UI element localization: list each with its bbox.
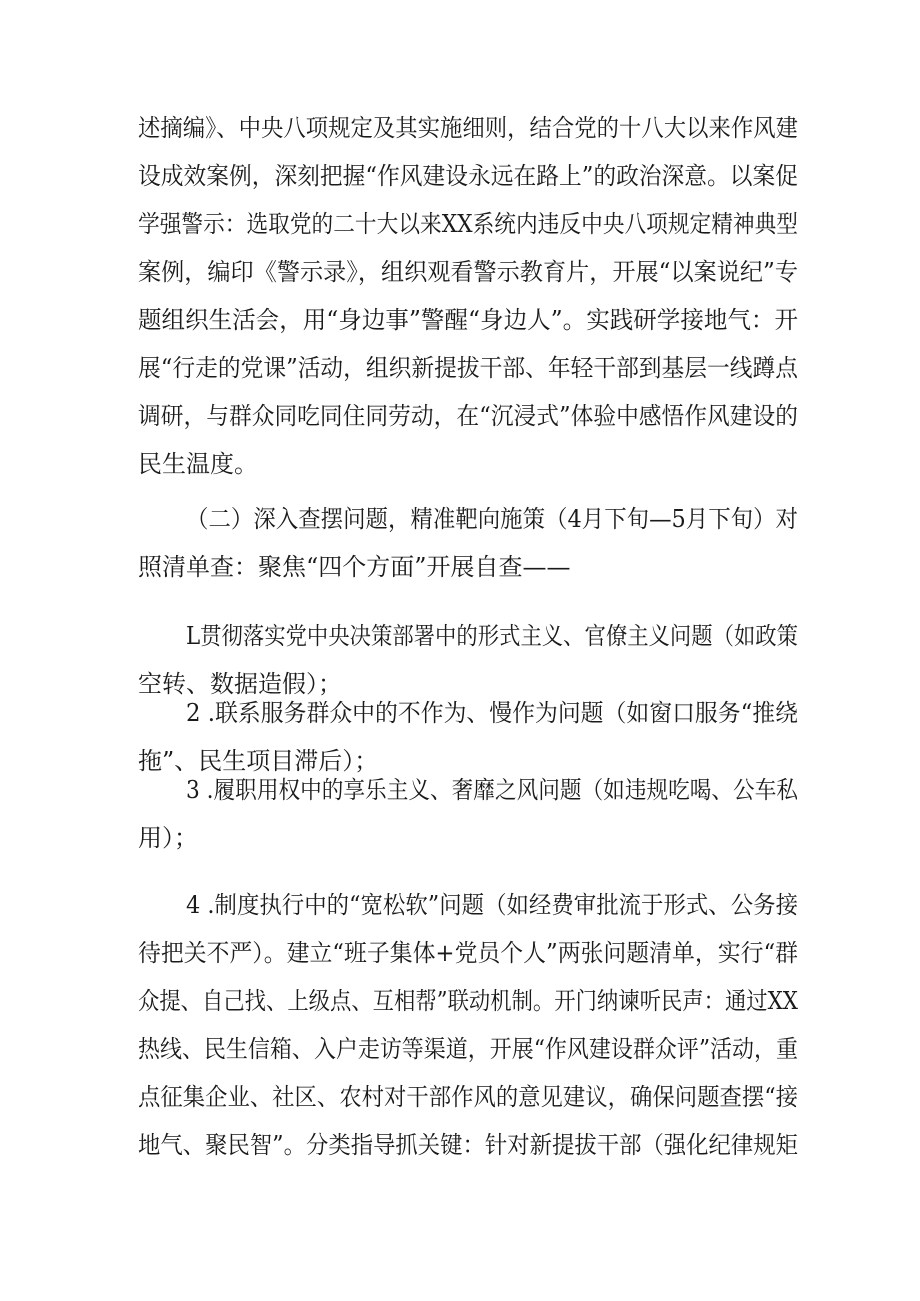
text-line: 述摘编》、中央八项规定及其实施细则，结合党的十八大以来作风建: [138, 114, 798, 142]
text-line: 3 .履职用权中的享乐主义、奢靡之风问题（如违规吃喝、公车私: [186, 776, 798, 804]
text-line: 空转、数据造假）；: [138, 670, 342, 698]
text-line: 题组织生活会，用“身边事”警醒“身边人”。实践研学接地气：开: [138, 306, 798, 334]
text-line: 展“行走的党课”活动，组织新提拔干部、年轻干部到基层一线蹲点: [138, 354, 798, 382]
text-line: 调研，与群众同吃同住同劳动，在“沉浸式”体验中感悟作风建设的: [138, 402, 798, 430]
text-line: 待把关不严）。建立“班子集体+党员个人”两张问题清单，实行“群: [138, 939, 798, 967]
text-line: 热线、民生信箱、入户走访等渠道，开展“作风建设群众评”活动，重: [138, 1035, 798, 1063]
text-line: 案例，编印《警示录》，组织观看警示教育片，开展“以案说纪”专: [138, 258, 798, 286]
section-two-heading: [138, 495, 798, 591]
text-line: （二）深入查摆问题，精准靶向施策（4月下旬—5月下旬）对: [186, 505, 798, 533]
text-line: 地气、聚民智”。分类指导抓关键：针对新提拔干部（强化纪律规矩: [138, 1131, 798, 1159]
text-line: 拖”、民生项目滞后）；: [138, 747, 379, 775]
item-4: [138, 881, 798, 1169]
text-line: 照清单查：聚焦“四个方面”开展自查——: [138, 553, 571, 581]
text-line: 学强警示：选取党的二十大以来XX系统内违反中央八项规定精神典型: [138, 210, 798, 238]
text-line: 众提、自己找、上级点、互相帮”联动机制。开门纳谏听民声：通过XX: [138, 987, 798, 1015]
paragraph-continuation: [138, 104, 798, 488]
text-line: L贯彻落实党中央决策部署中的形式主义、官僚主义问题（如政策: [186, 622, 798, 650]
text-line: 设成效案例，深刻把握“作风建设永远在路上”的政治深意。以案促: [138, 162, 798, 190]
text-line: 民生温度。: [138, 450, 258, 478]
text-line: 点征集企业、社区、农村对干部作风的意见建议，确保问题查摆“接: [138, 1083, 798, 1111]
item-3: [138, 766, 798, 862]
text-line: 用）；: [138, 824, 198, 852]
text-line: 2 .联系服务群众中的不作为、慢作为问题（如窗口服务“推绕: [186, 699, 798, 727]
text-line: 4 .制度执行中的“宽松软”问题（如经费审批流于形式、公务接: [186, 891, 798, 919]
